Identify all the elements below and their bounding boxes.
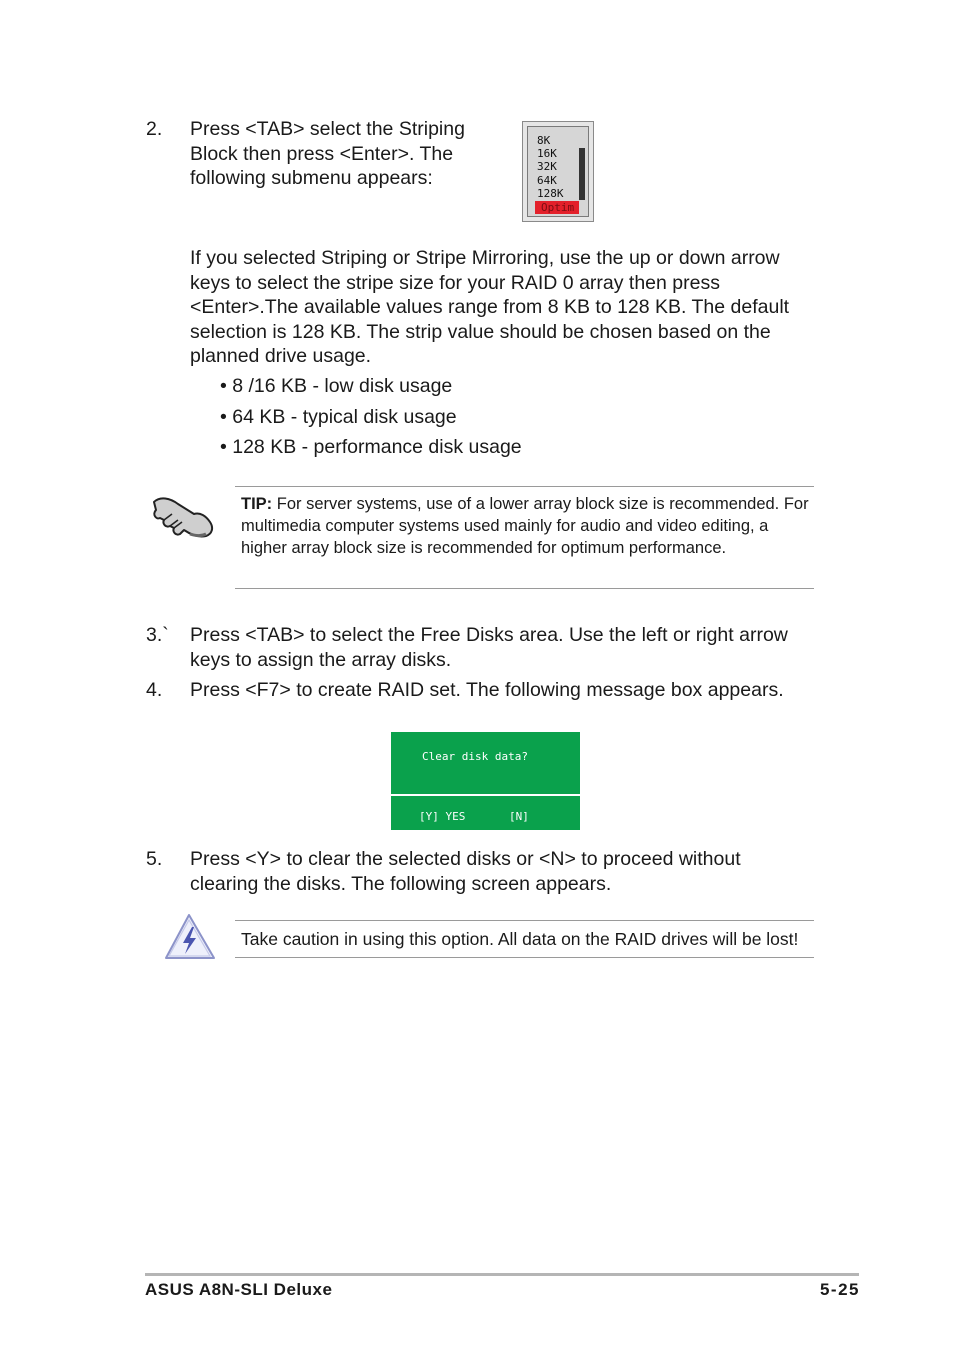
- divider: [235, 957, 814, 958]
- tip-label: TIP:: [241, 495, 273, 513]
- bullet-item: • 64 KB - typical disk usage: [220, 406, 457, 428]
- hand-pointer-icon: [150, 490, 216, 540]
- text-line: keys to select the stripe size for your RAID 0 array then press: [190, 271, 720, 294]
- text-line: selection is 128 KB. The strip value should be chosen based on the: [190, 320, 771, 343]
- footer-title: ASUS A8N-SLI Deluxe: [145, 1280, 333, 1299]
- step-4-text: [190, 678, 784, 703]
- step-2-detail: [190, 246, 830, 369]
- step-number: 5.: [146, 848, 163, 870]
- step-number: 2.: [146, 118, 163, 140]
- tip-note: [241, 494, 813, 559]
- step-3-text: [190, 623, 788, 672]
- divider: [235, 486, 814, 487]
- stripe-option[interactable]: 16K: [537, 147, 557, 160]
- step-number: 4.: [146, 679, 163, 701]
- text-line: Press <TAB> select the Striping: [190, 118, 465, 140]
- step-2-text: [190, 117, 465, 191]
- bullet-item: • 128 KB - performance disk usage: [220, 436, 522, 458]
- message-box: [391, 732, 580, 794]
- page-number: 5-25: [819, 1280, 860, 1299]
- text-line: Press <F7> to create RAID set. The following message box appears.: [190, 679, 784, 701]
- text-line: Block then press <Enter>. The: [190, 142, 454, 165]
- text-line: If you selected Striping or Stripe Mirroring, use the up or down arrow: [190, 247, 780, 269]
- no-option[interactable]: [N]: [509, 810, 529, 823]
- text-line: keys to assign the array disks.: [190, 648, 452, 671]
- step-number: 3.`: [146, 624, 169, 646]
- text-line: planned drive usage.: [190, 345, 372, 367]
- text-line: Press <TAB> to select the Free Disks area. Use the left or right arrow: [190, 624, 788, 646]
- tip-body: For server systems, use of a lower array block size is recommended. For multimedia computer systems used mainly for audio and video editing, a higher array block size is recommended for optimum performance.: [241, 495, 809, 557]
- stripe-option[interactable]: 32K: [537, 160, 557, 173]
- text-line: following submenu appears:: [190, 167, 433, 189]
- text-line: <Enter>.The available values range from 8 KB to 128 KB. The default: [190, 296, 790, 318]
- submenu-scrollbar[interactable]: [579, 148, 585, 200]
- bullet-item: • 8 /16 KB - low disk usage: [220, 375, 453, 397]
- message-box-options: [391, 796, 580, 830]
- divider: [235, 588, 814, 589]
- message-question: Clear disk data?: [422, 750, 528, 763]
- footer-divider: [145, 1273, 859, 1276]
- warning-triangle-icon: [163, 912, 217, 962]
- caution-note: Take caution in using this option. All data on the RAID drives will be lost!: [241, 929, 799, 949]
- text-line: Press <Y> to clear the selected disks or <N> to proceed without: [190, 848, 741, 870]
- stripe-option[interactable]: 64K: [537, 174, 557, 187]
- step-5-text: [190, 847, 741, 896]
- divider: [235, 920, 814, 921]
- stripe-option[interactable]: 128K: [537, 187, 564, 200]
- yes-option[interactable]: [Y] YES: [419, 810, 466, 823]
- stripe-size-submenu: [522, 121, 594, 222]
- stripe-option[interactable]: 8K: [537, 134, 551, 147]
- text-line: clearing the disks. The following screen appears.: [190, 872, 612, 895]
- stripe-option-selected[interactable]: Optim: [535, 201, 579, 214]
